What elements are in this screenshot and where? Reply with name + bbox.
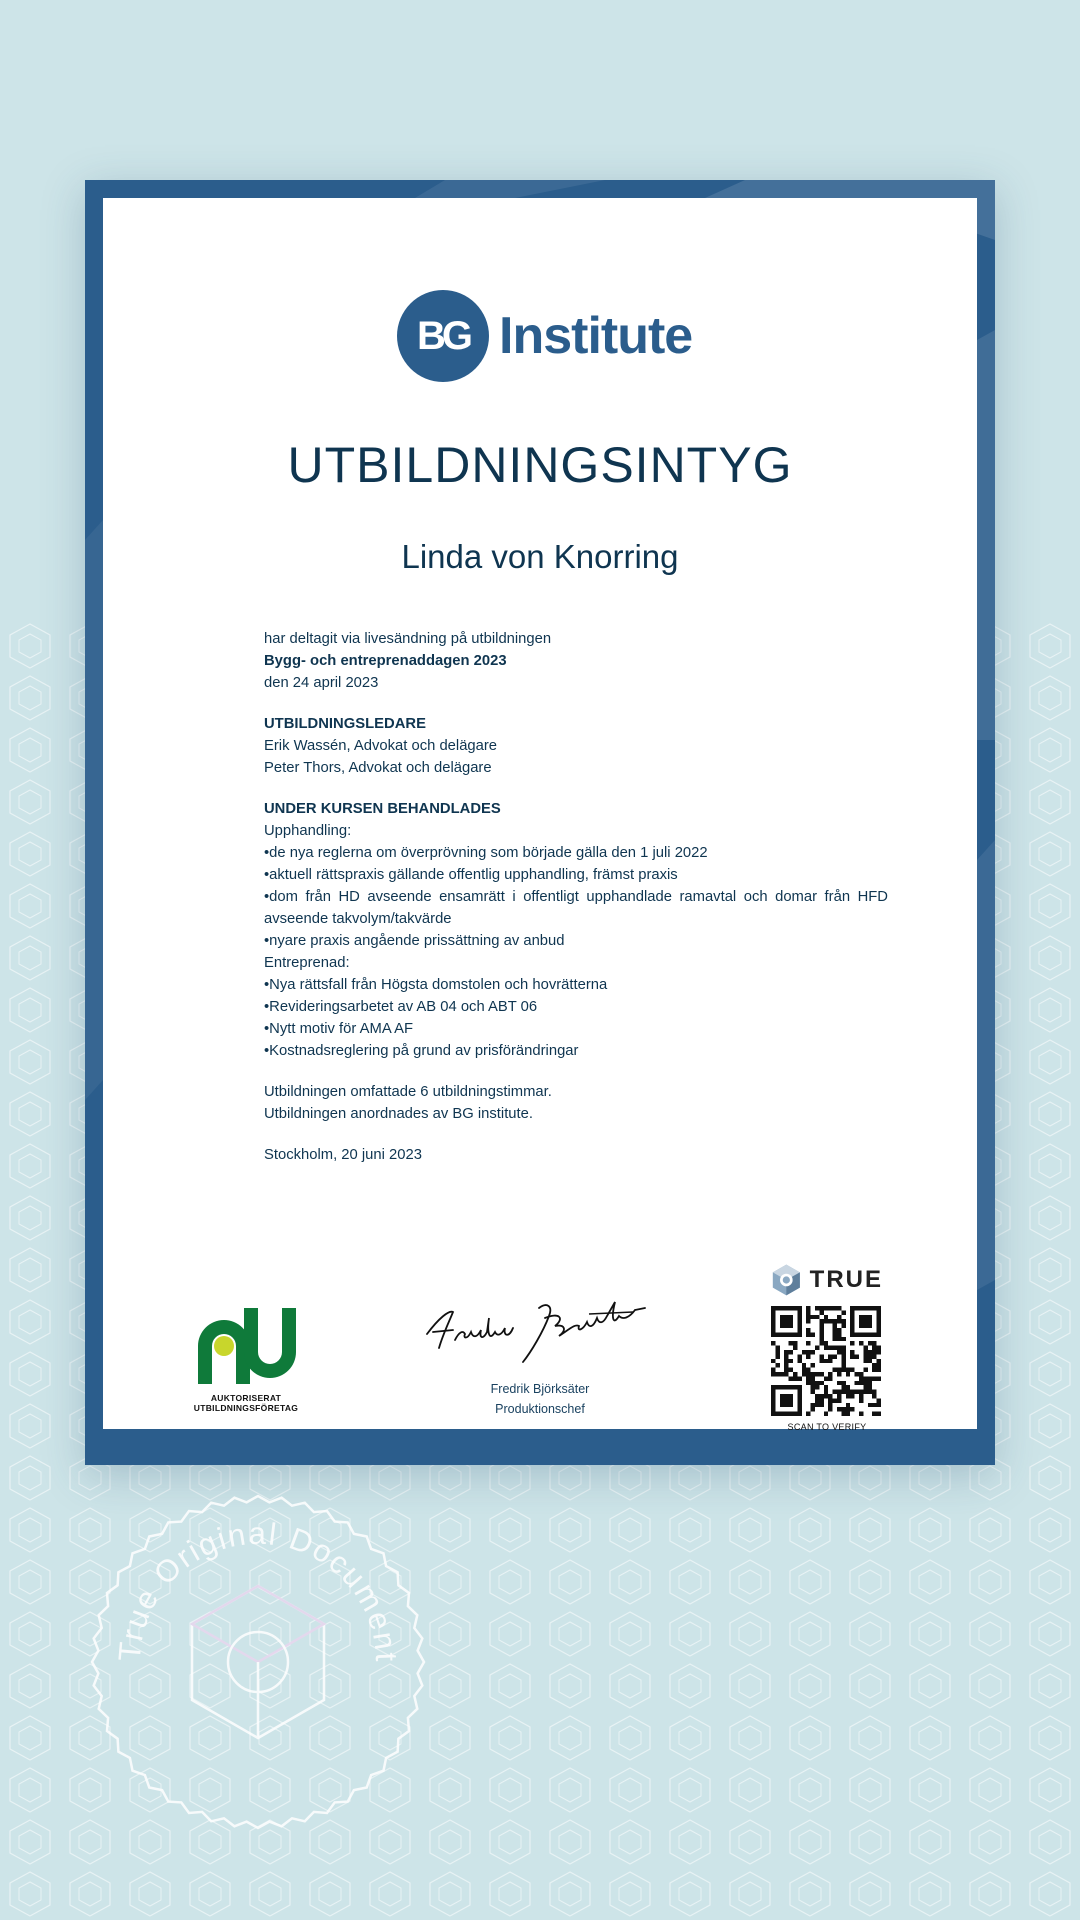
qr-code[interactable] [771, 1306, 881, 1416]
place-date: Stockholm, 20 juni 2023 [264, 1147, 422, 1163]
badge-line-2: UTBILDNINGSFÖRETAG [193, 1403, 299, 1413]
handwritten-signature [419, 1288, 649, 1368]
certificate-title: UTBILDNINGSINTYG [287, 437, 793, 493]
topic-line: •Nya rättsfall från Högsta domstolen och hovrätterna [264, 977, 608, 993]
topic-line: •de nya reglerna om överprövning som började gälla den 1 juli 2022 [264, 845, 708, 861]
topic-line: Entreprenad: [264, 955, 350, 971]
true-original-seal [88, 1492, 428, 1832]
bg-institute-logo [397, 290, 692, 382]
topic-line: •dom från HD avseende ensamrätt i offentligt upphandlade ramavtal och domar från HFD avseende takvolym/takvärde [264, 889, 888, 927]
topic-line: •Revideringsarbetet av AB 04 och ABT 06 [264, 999, 538, 1015]
badge-line-1: AUKTORISERAT [210, 1393, 282, 1403]
certificate-frame [85, 180, 995, 1465]
true-seal-icon [192, 1586, 324, 1738]
leader-item: Peter Thors, Advokat och delägare [264, 760, 492, 776]
course-name: Bygg- och entreprenaddagen 2023 [264, 653, 507, 669]
organizer-line: Utbildningen anordnades av BG institute. [264, 1106, 533, 1122]
leader-item: Erik Wassén, Advokat och delägare [264, 738, 498, 754]
leaders-heading: UTBILDNINGSLEDARE [264, 716, 426, 732]
auktoriserat-badge [188, 1304, 304, 1413]
recipient-name: Linda von Knorring [401, 538, 679, 575]
svg-text:True Original Document [112, 1516, 404, 1664]
signer-name: Fredrik Björksäter [490, 1382, 590, 1396]
scan-to-verify-label: SCAN TO VERIFY [787, 1422, 867, 1432]
auktoriserat-badge-icon [188, 1304, 304, 1384]
certificate-paper [103, 198, 977, 1432]
logo-wordmark: Institute [499, 307, 693, 365]
signer-title: Produktionschef [495, 1402, 585, 1416]
true-verification [771, 1262, 883, 1432]
topic-line: •nyare praxis angående prissättning av anbud [264, 933, 565, 949]
topic-line: Upphandling: [264, 823, 352, 839]
certificate-body [264, 628, 888, 1166]
topic-line: •Nytt motiv för AMA AF [264, 1021, 414, 1037]
hours-line: Utbildningen omfattade 6 utbildningstimmar. [264, 1084, 552, 1100]
true-logo-icon [771, 1262, 802, 1298]
logo-mark: BG [397, 290, 489, 382]
topics-heading: UNDER KURSEN BEHANDLADES [264, 801, 501, 817]
true-label: TRUE [809, 1266, 883, 1293]
intro-text: har deltagit via livesändning på utbildningen [264, 631, 552, 647]
seal-text: True Original Document [111, 1515, 405, 1664]
topic-line: •Kostnadsreglering på grund av prisförändringar [264, 1043, 579, 1059]
topic-line: •aktuell rättspraxis gällande offentlig upphandling, främst praxis [264, 867, 678, 883]
course-date: den 24 april 2023 [264, 675, 379, 691]
